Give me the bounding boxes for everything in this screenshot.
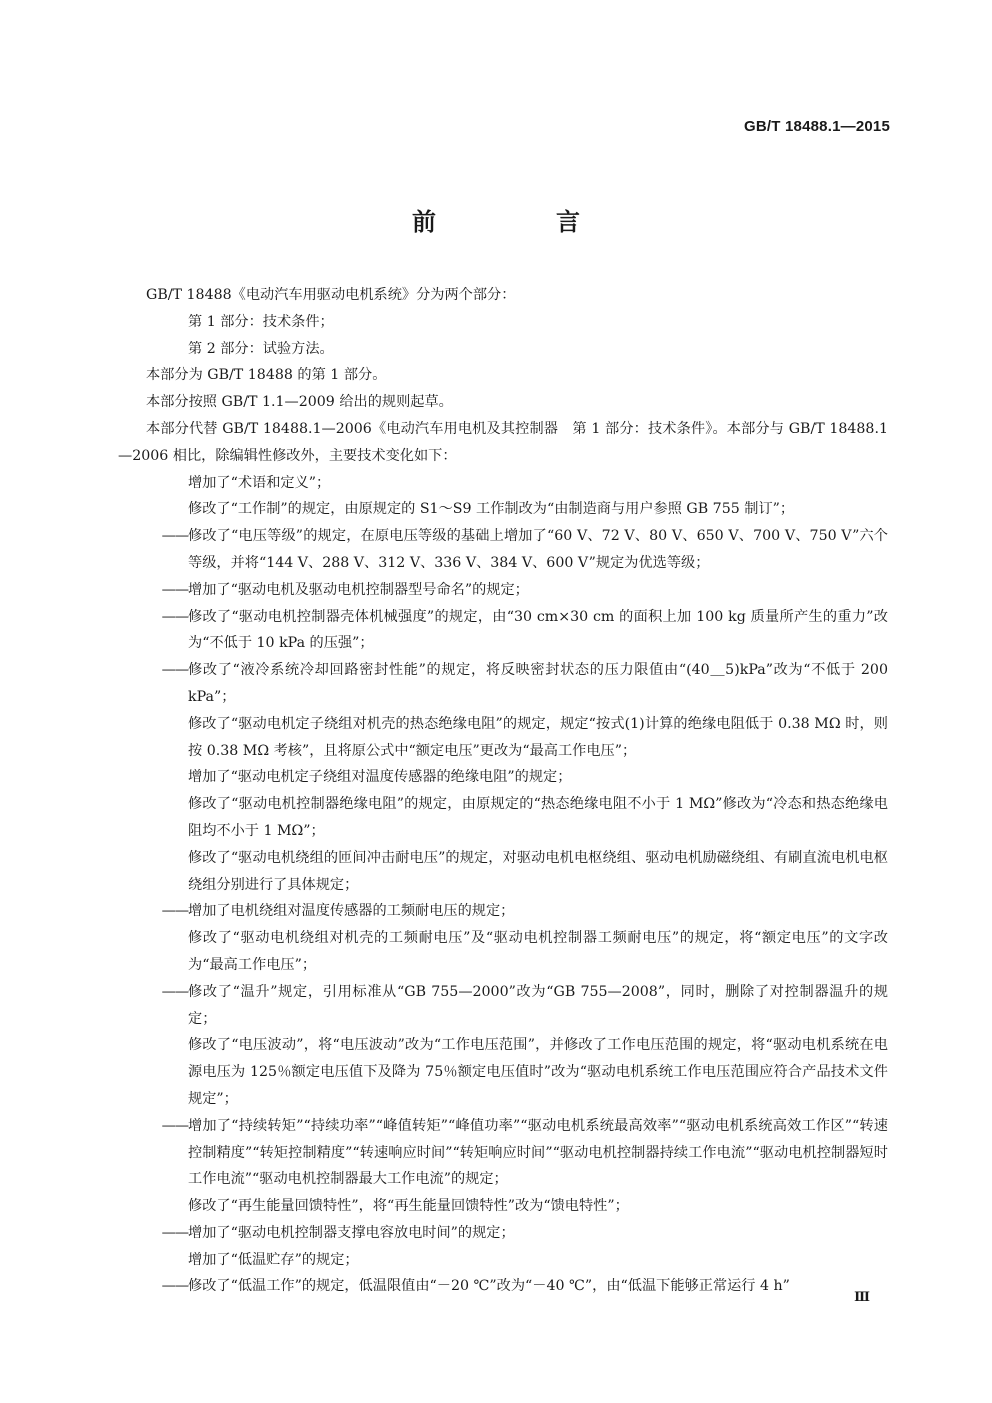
paragraph-replacement: 本部分代替 GB/T 18488.1—2006《电动汽车用电机及其控制器 第 1 部分：技术条件》。本部分与 GB/T 18488.1—2006 相比，除编辑性修改外，主要技术变化如下： [118, 420, 888, 464]
page-title: 前 言 [412, 208, 628, 236]
change-item [118, 1113, 888, 1193]
page-number: Ⅲ [854, 1290, 870, 1305]
change-text: 修改了“液冷系统冷却回路密封性能”的规定，将反映密封状态的压力限值由“(40＿5)kPa”改为“不低于 200 kPa”； [188, 662, 888, 705]
change-text: 修改了“温升”规定，引用标准从“GB 755—2000”改为“GB 755—2008”，同时，删除了对控制器温升的规定； [188, 983, 888, 1027]
change-text: 修改了“驱动电机控制器壳体机械强度”的规定，由“30 cm×30 cm 的面积上加 100 kg 质量所产生的重力”改为“不低于 10 kPa 的压强”； [188, 608, 888, 652]
change-item [118, 898, 888, 925]
change-text: 增加了“术语和定义”； [188, 474, 331, 491]
change-text: 修改了“驱动电机绕组的匝间冲击耐电压”的规定，对驱动电机电枢绕组、驱动电机励磁绕组、有刷直流电机电枢绕组分别进行了具体规定； [188, 849, 888, 893]
list-dash: —— [161, 1278, 188, 1295]
change-item [118, 791, 888, 845]
standard-code: GB/T 18488.1—2015 [744, 118, 890, 135]
list-dash: —— [161, 983, 188, 1000]
change-item [118, 979, 888, 1033]
change-text: 增加了电机绕组对温度传感器的工频耐电压的规定； [188, 903, 515, 920]
change-text: 修改了“电压波动”，将“电压波动”改为“工作电压范围”，并修改了工作电压范围的规定，将“驱动电机系统在电源电压为 125％额定电压值下及降为 75％额定电压值时”改为“驱动电机系统工作电压范围应符合产品技术文件规定”； [188, 1037, 888, 1107]
paragraph-part1: 第 1 部分：技术条件； [188, 313, 334, 330]
paragraph-drafting: 本部分按照 GB/T 1.1—2009 给出的规则起草。 [146, 394, 453, 411]
change-text: 增加了“驱动电机及驱动电机控制器型号命名”的规定； [188, 581, 529, 598]
paragraph-intro: GB/T 18488《电动汽车用驱动电机系统》分为两个部分： [146, 287, 516, 303]
change-item [118, 1193, 888, 1220]
change-text: 修改了“工作制”的规定，由原规定的 S1～S9 工作制改为“由制造商与用户参照 GB 755 制订”； [188, 501, 795, 518]
list-dash: —— [161, 608, 188, 625]
change-text: 增加了“驱动电机定子绕组对温度传感器的绝缘电阻”的规定； [188, 769, 572, 786]
body-text [118, 282, 888, 1300]
change-text: 修改了“驱动电机控制器绝缘电阻”的规定，由原规定的“热态绝缘电阻不小于 1 MΩ”修改为“冷态和热态绝缘电阻均不小于 1 MΩ”； [188, 796, 888, 839]
change-text: 增加了“低温贮存”的规定； [188, 1251, 359, 1268]
change-item [118, 711, 888, 765]
list-dash: —— [161, 1117, 188, 1134]
change-item [118, 845, 888, 899]
change-item [118, 657, 888, 711]
change-text: 修改了“驱动电机绕组对机壳的工频耐电压”及“驱动电机控制器工频耐电压”的规定，将“额定电压”的文字改为“最高工作电压”； [188, 930, 888, 973]
change-text: 修改了“再生能量回馈特性”，将“再生能量回馈特性”改为“馈电特性”； [188, 1198, 629, 1215]
change-item [118, 496, 888, 523]
change-text: 增加了“驱动电机控制器支撑电容放电时间”的规定； [188, 1224, 515, 1241]
list-dash: —— [161, 1224, 188, 1241]
paragraph-part2: 第 2 部分：试验方法。 [188, 340, 334, 357]
change-item [118, 523, 888, 577]
change-item [118, 764, 888, 791]
change-item [118, 1032, 888, 1112]
change-text: 修改了“低温工作”的规定，低温限值由“－20 ℃”改为“－40 ℃”，由“低温下能够正常运行 4 h” [188, 1278, 790, 1295]
change-text: 修改了“电压等级”的规定，在原电压等级的基础上增加了“60 V、72 V、80 V、650 V、700 V、750 V”六个等级，并将“144 V、288 V、312 V、336 V、384 V、600 V”规定为优选等级； [188, 528, 888, 571]
list-dash: —— [161, 903, 188, 920]
list-dash: —— [161, 662, 188, 679]
change-item [118, 1247, 888, 1274]
list-dash: —— [161, 581, 188, 598]
change-item [118, 1273, 888, 1300]
change-item [118, 925, 888, 979]
list-dash: —— [161, 528, 188, 545]
change-item [118, 1220, 888, 1247]
change-text: 增加了“持续转矩”“持续功率”“峰值转矩”“峰值功率”“驱动电机系统最高效率”“驱动电机系统高效工作区”“转速控制精度”“转矩控制精度”“转速响应时间”“转矩响应时间”“驱动电机控制器持续工作电流”“驱动电机控制器短时工作电流”“驱动电机控制器最大工作电流”的规定； [188, 1117, 888, 1188]
change-item [118, 470, 888, 497]
change-item [118, 604, 888, 658]
change-item [118, 577, 888, 604]
change-text: 修改了“驱动电机定子绕组对机壳的热态绝缘电阻”的规定，规定“按式(1)计算的绝缘电阻低于 0.38 MΩ 时，则按 0.38 MΩ 考核”，且将原公式中“额定电压”更改为“最高工作电压”； [188, 715, 888, 759]
paragraph-scope: 本部分为 GB/T 18488 的第 1 部分。 [146, 367, 387, 384]
changes-list [118, 470, 888, 1301]
